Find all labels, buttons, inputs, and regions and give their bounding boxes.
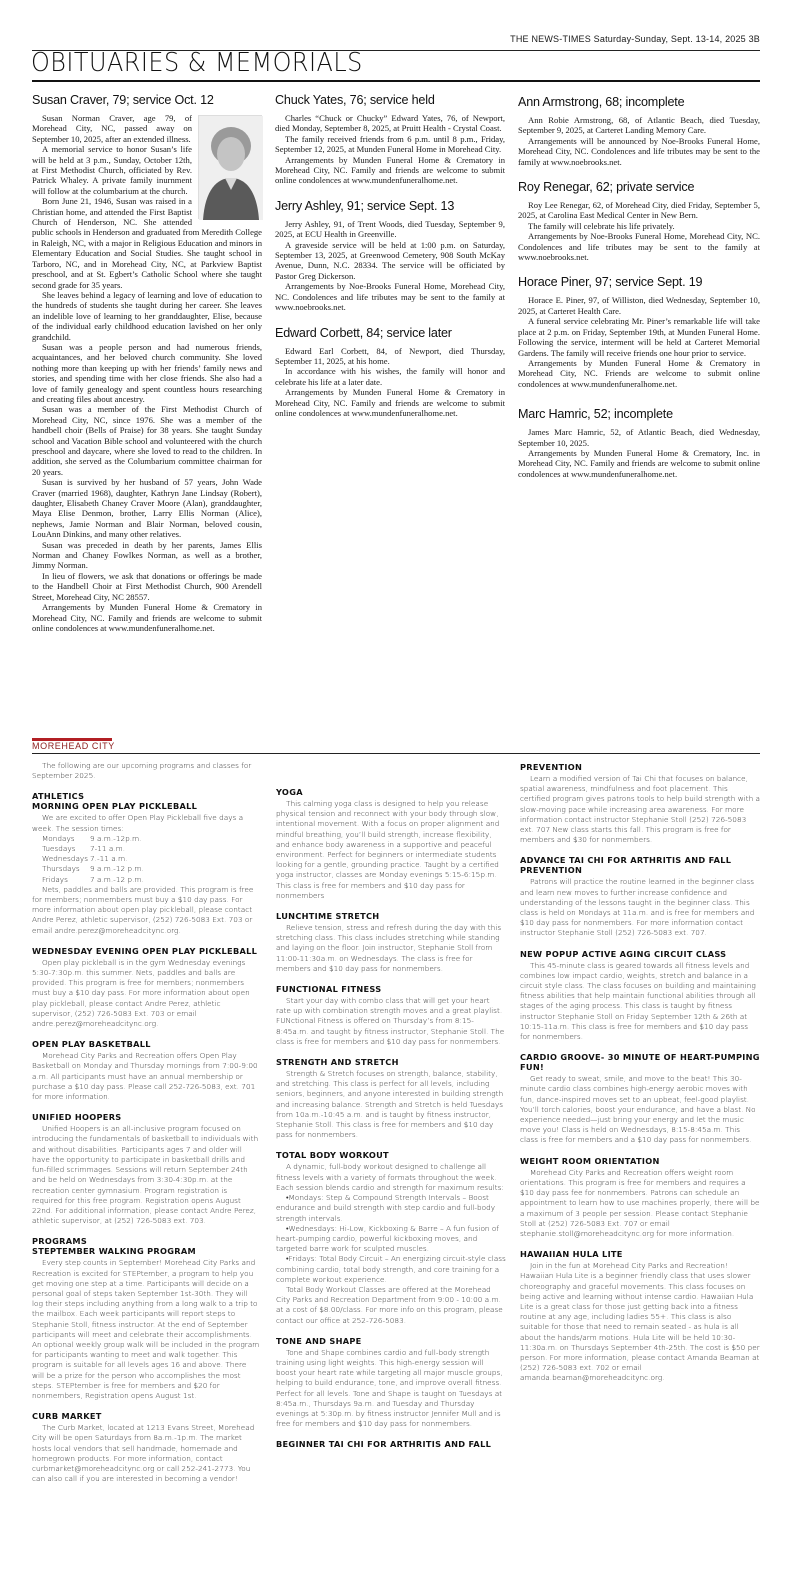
obituary-hamric [518, 407, 760, 479]
obituary-paragraph: Arrangements by Munden Funeral Home & Crematory in Morehead City, NC. Friends are welcome to submit online condolences at www.mundenfuneralhome.net. [518, 357, 760, 389]
obituary-paragraph: Edward Earl Corbett, 84, of Newport, died Thursday, September 11, 2025, at his home. [275, 345, 505, 366]
obituary-paragraph: Arrangements by Noe-Brooks Funeral Home, Morehead City, NC. Condolences and life tributes may be sent to the family at www.noebrooks.net. [275, 281, 505, 313]
schedule-time: 9 a.m.-12p.m. [90, 833, 142, 843]
title-rule-bottom [32, 80, 760, 82]
obituary-headline: Ann Armstrong, 68; incomplete [518, 95, 685, 109]
obituary-yates [275, 93, 505, 186]
program-body: Morehead City Parks and Recreation offers Open Play Basketball on Monday and Thursday mornings from 7:00-9:00 a.m. All participants must have an annual membership or purchase a $10 day pass. Please call 252-726-5083, ext. 701 for more information. [32, 1051, 258, 1102]
obituary-headline: Chuck Yates, 76; service held [275, 93, 435, 107]
schedule-row [42, 834, 260, 844]
program-body: Open play pickleball is in the gym Wednesday evenings 5:30-7:30p.m. this summer. Nets, paddles and balls are provided. This program is free for members; nonmembers must buy a $10 day pass. For more information about open play pickleball, please contact Andre Perez, athletic supervisor, (252) 726-5083 Ext. 703 or email andre.perez@moreheadcitync.org. [32, 957, 250, 1029]
schedule-row [42, 854, 260, 864]
obituary-paragraph: The family received friends from 6 p.m. until 8 p.m., Friday, September 12, 2025, at Munden Funeral Home in Morehead City. [275, 133, 505, 155]
program-heading: TONE AND SHAPE [276, 1335, 362, 1346]
obituary-paragraph: Charles “Chuck or Chucky” Edward Yates, 76, of Newport, died Monday, September 8, 2025, at Pruitt Health - Crystal Coast. [275, 113, 505, 134]
program-heading: HAWAIIAN HULA LITE [520, 1249, 623, 1260]
schedule-row [42, 864, 260, 874]
portrait-photo-icon [199, 116, 263, 220]
page-header: THE NEWS-TIMES Saturday-Sunday, Sept. 13-14, 2025 3B [510, 34, 760, 44]
schedule-day: Fridays [42, 874, 68, 884]
program-body: Every step counts in September! Morehead City Parks and Recreation is excited for STEPtember, a program to help you get moving one step at a time. Participants will decide on a personal goal of steps taken September 1st-30th. They will log their steps including anything from a long walk to a trip to the mailbox. Each week participants will report steps to Stephanie Stoll, fitness instructor. At the end of September participants will meet and celebrate their accomplishments. An optional weekly group walk will be included in the program for participants wanting to meet and walk together. This program is suitable for all levels ages 16 and above. There will be a prize for the person who accomplishes the most steps. STEPtember is free for members and $20 for nonmembers, Registration opens August 1st. [32, 1258, 260, 1400]
program-body: •Wednesdays: Hi-Low, Kickboxing & Barre – A fun fusion of heart-pumping cardio, powerful kickboxing moves, and targeted barre work for sculpted muscles. [276, 1223, 499, 1254]
obituary-paragraph: Arrangements by Munden Funeral Home & Crematory in Morehead City, NC. Family and friends are welcome to submit online condolences at www.mundenfuneralhome.net. [32, 602, 262, 633]
program-heading: OPEN PLAY BASKETBALL [32, 1039, 151, 1050]
program-body: Morehead City Parks and Recreation offers weight room orientations. This program is free for members and requires a $10 day pass fee for nonmembers. Patrons can schedule an appointment to learn how to use machines properly, there will be a maximum of 3 people per session. Please contact Stephanie Stoll at (252) 726-5083 Ext. 707 or email stephanie.stoll@moreheadcitync.org for more information. [520, 1167, 760, 1238]
program-heading: WEIGHT ROOM ORIENTATION [520, 1155, 660, 1166]
program-body: •Mondays: Step & Compound Strength Intervals – Boost endurance and build strength with step cardio and full-body strength intervals. [276, 1193, 496, 1223]
program-heading: TOTAL BODY WORKOUT [276, 1150, 389, 1161]
program-body: Patrons will practice the routine learned in the beginner class and learn new moves to further increase confidence and understanding of the lessons taught in the beginner class. This class is held on Mondays at 11a.m. and is free for members and $10 day pass for nonmembers. For more information contact instructor Stephanie Stoll (252) 726-5083 ext. 707. [520, 877, 755, 938]
obituary-headline: Edward Corbett, 84; service later [275, 325, 452, 340]
obituary-headline: Jerry Ashley, 91; service Sept. 13 [275, 198, 455, 213]
obituary-paragraph: In accordance with his wishes, the family will honor and celebrate his life at a later date. [275, 366, 505, 387]
program-body: Join in the fun at Morehead City Parks and Recreation! Hawaiian Hula Lite is a beginner friendly class that uses slower choreography and graceful movements. This class focuses on being active and learning without intense cardio. Hawaiian Hula Lite is a great class for those just getting back into a fitness routine at any age, including ladies 55+. This class is also suitable for those that need to remain seated - as hula is all about the hands/arm motions. Hula Lite will be held 10:30-11:30a.m. on Thursdays September 4th-25th. The cost is $50 per person. For more information, please contact Amanda Beaman at (252) 726-5083 ext. 702 or email amanda.beaman@moreheadcitync.org. [520, 1261, 760, 1383]
schedule-day: Mondays [42, 833, 75, 843]
schedule-day: Tuesdays [42, 844, 76, 854]
schedule-day: Wednesdays [42, 854, 89, 864]
obituary-paragraph: Arrangements by Munden Funeral Home & Crematory in Morehead City, NC. Family and friends are welcome to submit online condolences at www.mundenfuneralhome.net. [275, 154, 505, 186]
category-heading: ATHLETICS [32, 791, 85, 802]
program-heading: CURB MARKET [32, 1411, 102, 1422]
obituary-craver [32, 93, 262, 633]
program-heading: YOGA [276, 787, 303, 797]
schedule-time: 7.-11 a.m. [90, 854, 128, 864]
obituary-paragraph: Jerry Ashley, 91, of Trent Woods, died Tuesday, September 9, 2025, at ECU Health in Greenville. [275, 218, 505, 240]
obituary-paragraph: Arrangements by Munden Funeral Home & Crematory, Inc. in Morehead City, NC. Family and friends are welcome to submit online condolences at www.mundenfuneralhome.net. [518, 447, 760, 479]
obituary-paragraph: The family will celebrate his life privately. [528, 220, 675, 231]
obituary-paragraph: Susan was preceded in death by her parents, James Ellis Norman and Chaney Fowlkes Norman, as well as a brother, Jimmy Norman. [32, 539, 262, 571]
section-title: OBITUARIES & MEMORIALS [31, 48, 363, 78]
obituary-paragraph: Susan Norman Craver, age 79, of Morehead City, NC, passed away on September 10, 2025, after an extended illness. [32, 113, 192, 144]
obituary-paragraph: Susan was a people person and had numerous friends, acquaintances, and her beloved church community. She loved nothing more than keeping up with her friends’ family news and stories, and spending time with her close friends. She also had a love of family genealogy and spent countless hours researching and creating files about ancestry. [32, 341, 262, 404]
schedule-row [42, 875, 260, 885]
obituary-headline: Marc Hamric, 52; incomplete [518, 407, 673, 422]
program-heading: ADVANCE TAI CHI FOR ARTHRITIS AND FALL PREVENTION [520, 855, 732, 876]
schedule-row [42, 844, 260, 854]
obituary-column-2 [275, 93, 505, 431]
obituary-paragraph: Susan was a member of the First Methodist Church of Morehead City, NC, since 1976. She was a member of the handbell choir (Bells of Praise) for 38 years. She taught Sunday school and Vacation Bible school and volunteered with the church preschool and daycare, where she loved to read to the children. In addition, she served as the Columbarium committee chairman for 20 years. [32, 404, 262, 477]
obituary-paragraph: A funeral service celebrating Mr. Piner’s remarkable life will take place at 2 p.m. on Friday, September 19th, at Munden Funeral Home. Following the service, interment will be held at Carteret Memorial Gardens. The family will receive friends one hour prior to service. [518, 316, 760, 358]
obituary-paragraph: Arrangements by Noe-Brooks Funeral Home, Morehead City, NC. Condolences and life tributes may be sent to the family at www.noebrooks.net. [518, 231, 760, 263]
program-body: Nets, paddles and balls are provided. This program is free for members; nonmembers must buy a $10 day pass. For more information about open play pickleball, please contact Andre Perez, athletic supervisor, (252) 726-5083 Ext. 703 or email andre.perez@moreheadcitync.org. [32, 884, 254, 935]
obituary-paragraph: Ann Robie Armstrong, 68, of Atlantic Beach, died Tuesday, September 9, 2025, at Carteret Landing Memory Care. [518, 115, 760, 136]
program-heading: WEDNESDAY EVENING OPEN PLAY PICKLEBALL [32, 945, 258, 956]
program-body: This 45-minute class is geared towards all fitness levels and combines low impact cardio, weights, stretch and balance in a circuit style class. The class focuses on building and maintaining fitness abilities that help maintain functional abilities through all stages of the aging process. This class is taught by fitness instructor Stephanie Stoll on Friday September 12th & 26th at 10:15-11a.m. This class is free for members and $10 day pass for nonmembers. [520, 960, 756, 1042]
schedule-time: 7-11 a.m. [90, 844, 126, 854]
program-body: A dynamic, full-body workout designed to challenge all fitness levels with a variety of formats throughout the week. Each session blends cardio and strength for maximum results: [276, 1162, 504, 1192]
obituary-paragraph: Born June 21, 1946, Susan was raised in a Christian home, and attended the First Baptist Church of Henderson, NC. She attended public schools in Henderson and graduated from Meredith College in Raleigh, NC, with a major in Religious Education and minors in Elementary Education and Social Studies. She taught school in Tarboro, NC, and in Morehead City, NC, at Parkview Baptist preschool, and at St. Egbert’s Catholic School where she taught second grade for 35 years. [32, 196, 262, 290]
program-heading: LUNCHTIME STRETCH [276, 911, 380, 922]
obituary-column-1 [32, 93, 262, 646]
program-heading: MORNING OPEN PLAY PICKLEBALL [32, 801, 198, 812]
recreation-column-1 [32, 761, 260, 1484]
program-body: This calming yoga class is designed to help you release physical tension and reconnect with your body through slow, intentional movement. With a focus on proper alignment and mindful breathing, you’ll build strength, increase flexibility, and enhance body awareness in a supportive and peaceful environment. Perfect for beginners or intermediate students looking for a gentle, grounding practice. Taught by a certified yoga instructor, classes are Monday evenings 5:15-6:15p.m. This class is free for members and $10 day pass for nonmembers [276, 799, 500, 900]
obituary-paragraph: She leaves behind a legacy of learning and love of education to the hundreds of students she taught during her career. She leaves an indelible love of learning to her granddaughter, Elise, because of the individual early childhood education lavished on her only grandchild. [32, 289, 262, 342]
city-section-rule [32, 753, 760, 754]
program-body: •Fridays: Total Body Circuit – An energizing circuit-style class combining cardio, total body strength, and core training for a complete workout experience. [276, 1254, 506, 1284]
city-intro: The following are our upcoming programs and classes for September 2025. [32, 761, 252, 781]
portrait-photo [198, 115, 262, 219]
program-body: Relieve tension, stress and refresh during the day with this stretching class. This class includes stretching while standing and laying on the floor. Join instructor, Stephanie Stoll from 11:00-11:30a.m. on Wednesdays. The class is free for members and $10 day pass for nonmembers. [276, 923, 502, 973]
program-body: Start your day with combo class that will get your heart rate up with combination strength moves and a great playlist. FUNctional Fitness is offered on Thursday’s from 8:15-8:45a.m. and taught by fitness instructor, Stephanie Stoll. The class is free for members and $10 day pass for nonmembers. [276, 996, 505, 1046]
obituary-headline: Roy Renegar, 62; private service [518, 180, 695, 195]
obituary-paragraph: Susan is survived by her husband of 57 years, John Wade Craver (married 1968), daughter, Kathryn Jane Lindsay (Robert), daughter, Elisabeth Chaney Craver Moore (Alan), granddaughter, Maya Elise Denmon, brother, Larry Ellis Norman (Alice), nephews, Jamie Norman and Blair Norman, beloved cousin, LouAnn Dinkins, and many other relatives. [32, 477, 262, 540]
schedule-time: 9 a.m.-12 p.m. [90, 864, 144, 874]
program-heading: STRENGTH AND STRETCH [276, 1057, 399, 1068]
obituary-paragraph: Roy Lee Renegar, 62, of Morehead City, died Friday, September 5, 2025, at Carolina East Medical Center in New Bern. [518, 200, 760, 221]
city-section-label: MOREHEAD CITY [32, 741, 115, 751]
program-body: Learn a modified version of Tai Chi that focuses on balance, spatial awareness, mindfulness and foot placement. This certified program gives patrons tools to help build strength with a slow-moving pace while increasing area awareness. For more information contact instructor Stephanie Stoll (252) 726-5083 ext. 707 New class starts this fall. This program is free for members and $30 for nonmembers. [520, 774, 760, 845]
category-heading: PROGRAMS [32, 1236, 88, 1247]
obituary-paragraph: James Marc Hamric, 52, of Atlantic Beach, died Wednesday, September 10, 2025. [518, 427, 760, 448]
schedule-time: 7 a.m.-12 p.m. [90, 874, 144, 884]
obituary-paragraph: Arrangements by Munden Funeral Home & Crematory in Morehead City, NC. Family and friends are welcome to submit online condolences at www.mundenfuneralhome.net. [275, 387, 505, 418]
obituary-armstrong [518, 95, 760, 167]
obituary-renegar [518, 180, 760, 262]
obituary-paragraph: In lieu of flowers, we ask that donations or offerings be made to the Handbell Choir at First Methodist Church, 900 Arendell Street, Morehead City, NC 28557. [32, 570, 262, 602]
obituary-corbett [275, 326, 505, 419]
program-heading: BEGINNER TAI CHI FOR ARTHRITIS AND FALL [276, 1439, 492, 1450]
program-body: Strength & Stretch focuses on strength, balance, stability, and stretching. This class is perfect for all levels, including seniors, beginners, and anyone interested in building strength and increasing balance. Strength and Stretch is held Tuesdays from 10a.m.-10:45 a.m. and is taught by fitness instructor, Stephanie Stoll. This class is free for members and $10 day pass for nonmembers. [276, 1069, 504, 1140]
obituary-headline: Horace Piner, 97; service Sept. 19 [518, 275, 703, 290]
program-heading: STEPTEMBER WALKING PROGRAM [32, 1246, 196, 1257]
program-heading: UNIFIED HOOPERS [32, 1112, 122, 1123]
program-heading: FUNCTIONAL FITNESS [276, 984, 382, 995]
obituary-paragraph: Arrangements will be announced by Noe-Brooks Funeral Home, Morehead City, NC. Condolences and life tributes may be sent to the family at www.noebrooks.net. [518, 135, 760, 167]
program-body: The Curb Market, located at 1213 Evans Street, Morehead City will be open Saturdays from 8a.m.-1p.m. The market hosts local vendors that sell handmade, homemade and homegrown products. For more information, contact curbmarket@moreheadcitync.org or call 252-241-2773. You can also call if you are interested in becoming a vendor! [32, 1423, 255, 1484]
recreation-column-3 [520, 762, 760, 1384]
obituary-ashley [275, 199, 505, 313]
recreation-column-2 [276, 761, 506, 1451]
obituary-paragraph: A memorial service to honor Susan’s life will be held at 3 p.m., Sunday, October 12th, at First Methodist Church, officiated by Rev. Patrick Whaley. A private family inurnment will follow at the columbarium at the church. [32, 144, 192, 196]
program-body: Get ready to sweat, smile, and move to the beat! This 30-minute cardio class combines high-energy aerobic moves with fun, dance-inspired moves set to an upbeat, feel-good playlist. You’ll torch calories, boost your endurance, and have a blast. No experience needed—just bring your energy and let the music move you! Class is held on Wednesdays, 8:15-8:45a.m. This class is free for members and a $10 day pass for nonmembers. [520, 1074, 756, 1145]
program-body: Total Body Workout Classes are offered at the Morehead City Parks and Recreation Department from 9:00 - 10:00 a.m. at a cost of $8.00/class. For more info on this program, please contact our office at 252-726-5083. [276, 1284, 503, 1325]
obituary-paragraph: A graveside service will be held at 1:00 p.m. on Saturday, September 13, 2025, at Greenwood Cemetery, 908 South McKay Avenue, Dunn, N.C. 28334. The service will be officiated by Pastor Greg Dickerson. [275, 239, 505, 281]
schedule-day: Thursdays [42, 864, 80, 874]
program-heading: PREVENTION [520, 762, 583, 772]
obituary-headline: Susan Craver, 79; service Oct. 12 [32, 93, 214, 107]
obituary-paragraph: Horace E. Piner, 97, of Williston, died Wednesday, September 10, 2025, at Carteret Health Care. [518, 295, 760, 316]
obituary-piner [518, 275, 760, 389]
program-body: Unified Hoopers is an all-inclusive program focused on introducing the fundamentals of basketball to individuals with and without disabilities. Participants ages 7 and older will have the opportunity to participate in basketball drills and fun-filled scrimmages. Sessions will return September 24th and be held on Wednesdays from 3:30-4:30p.m. at the recreation center gymnasium. Program registration is required for this free program. Registration opens August 22nd. For additional information, please contact Andre Perez, athletic supervisor, at (252) 726-5083 ext. 703. [32, 1124, 259, 1226]
obituary-column-3 [518, 95, 760, 492]
program-heading: CARDIO GROOVE- 30 MINUTE OF HEART-PUMPING FUN! [520, 1052, 760, 1073]
program-body: Tone and Shape combines cardio and full-body strength training using light weights. This high-energy session will boost your heart rate while targeting all major muscle groups, helping to build endurance, tone, and improve overall fitness. Perfect for all levels. Tone and Shape is taught on Tuesdays at 8:45a.m., Thursdays 9a.m. and Tuesday and Thursday evenings at 5:30p.m. by fitness instructor Jennifer Mull and is free for members and $10 day pass for nonmembers. [276, 1347, 503, 1429]
program-body: We are excited to offer Open Play Pickleball five days a week. The session times: [32, 813, 244, 833]
pickleball-schedule [42, 834, 260, 885]
program-heading: NEW POPUP ACTIVE AGING CIRCUIT CLASS [520, 948, 727, 959]
